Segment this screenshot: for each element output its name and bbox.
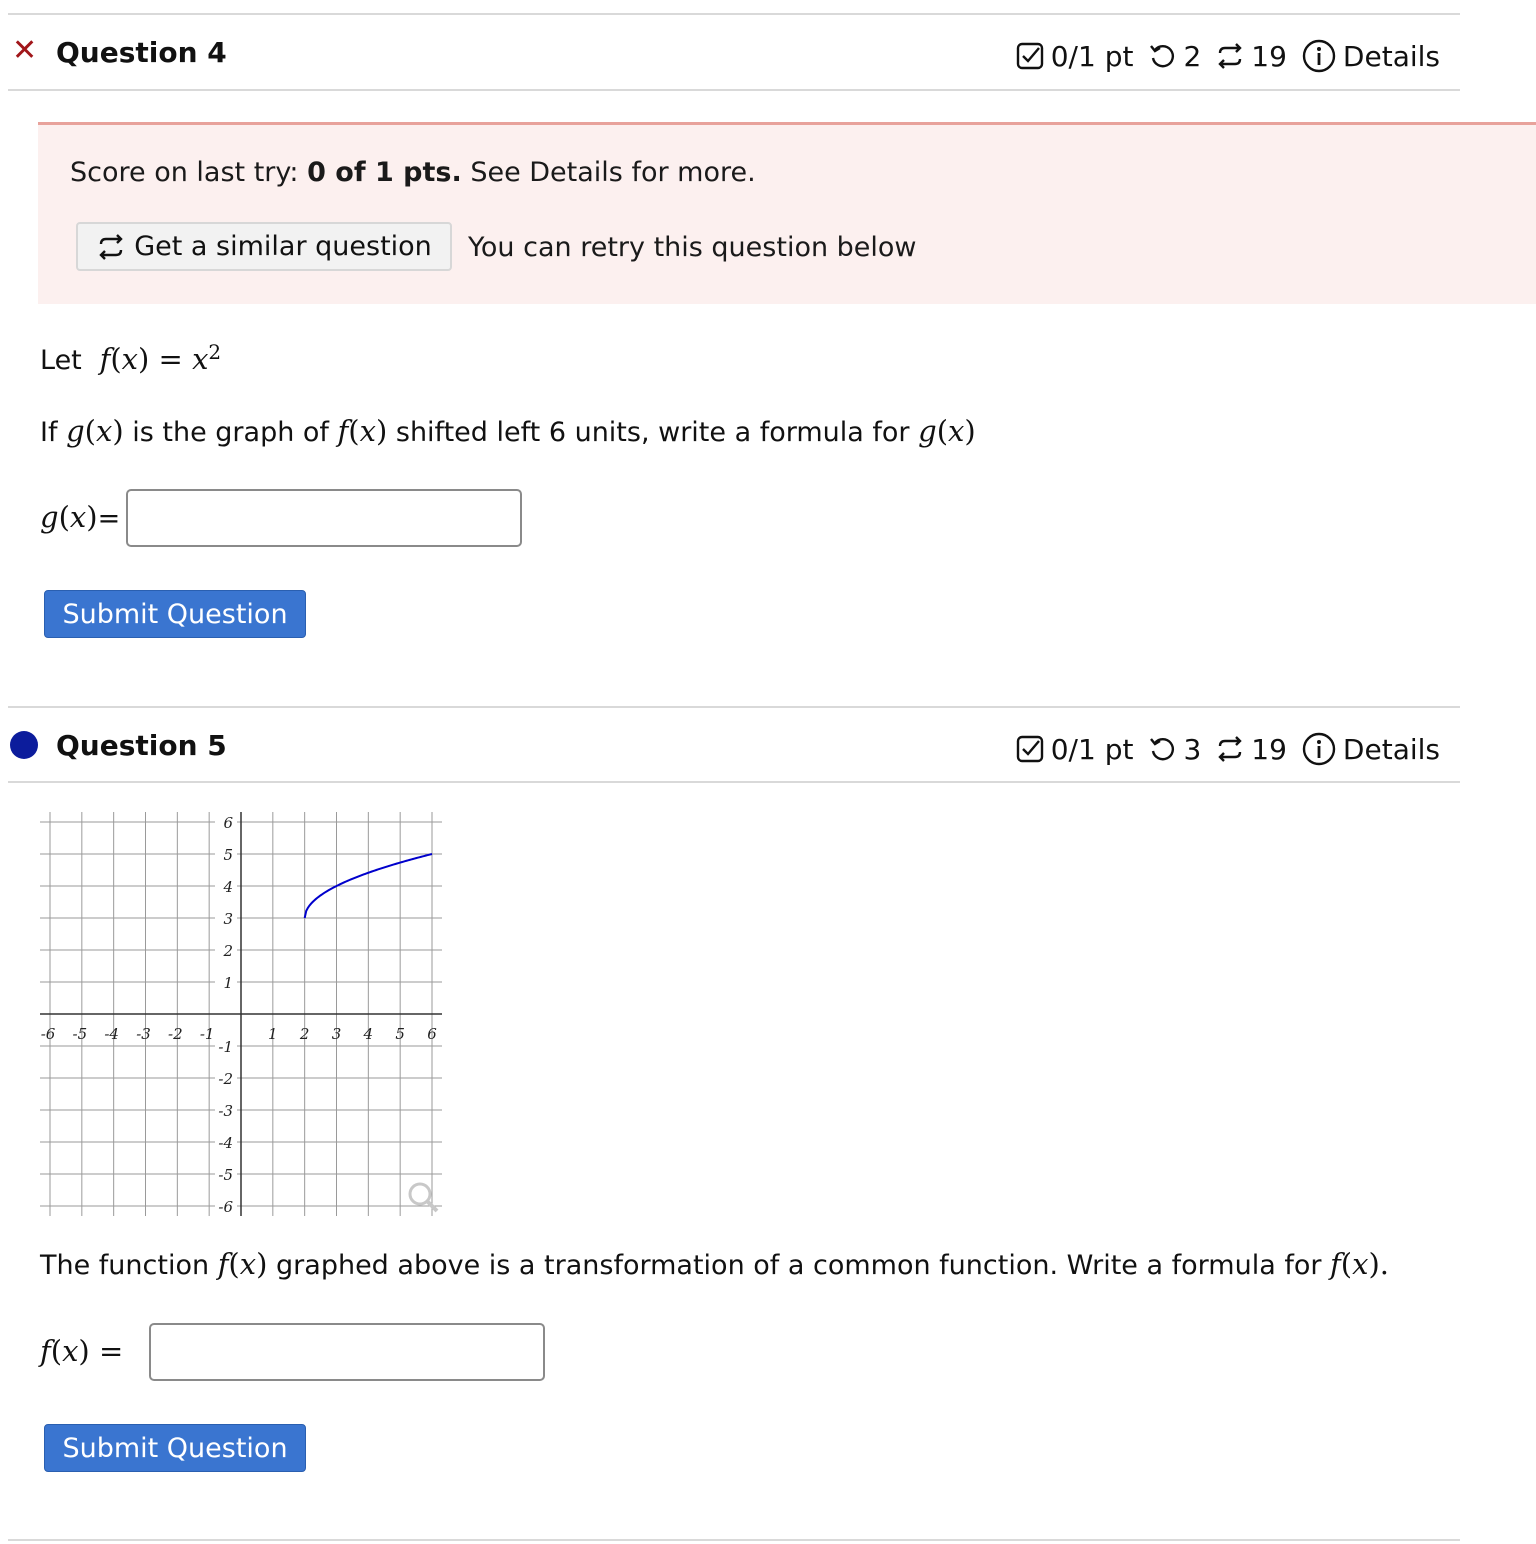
prompt-text: graphed above is a transformation of a common function. Write a formula for	[276, 1250, 1322, 1281]
details-link[interactable]: Details	[1342, 732, 1440, 766]
score-prefix: Score on last try:	[70, 157, 308, 188]
attempts-count: 3	[1183, 732, 1202, 766]
submit-question-button[interactable]: Submit Question	[44, 590, 306, 638]
versions-icon	[96, 232, 126, 262]
y-tick-label: -1	[218, 1038, 233, 1056]
x-tick-label: 5	[395, 1025, 405, 1043]
unanswered-dot-icon	[10, 731, 38, 759]
y-tick-label: 2	[223, 942, 233, 960]
versions-icon	[1215, 41, 1245, 71]
x-tick-label: -5	[72, 1025, 88, 1043]
x-tick-label: -1	[199, 1025, 215, 1043]
similar-button-label: Get a similar question	[134, 231, 432, 262]
magnifier-icon[interactable]	[410, 1184, 437, 1211]
details-link[interactable]: Details	[1342, 39, 1440, 73]
checkbox-icon	[1015, 41, 1045, 71]
x-tick-label: 1	[268, 1025, 278, 1043]
versions-icon	[1215, 734, 1245, 764]
retry-text: You can retry this question below	[468, 232, 917, 263]
question-prompt: The function f(x) graphed above is a transformation of a common function. Write a formula for f(x).	[40, 1247, 1390, 1281]
y-tick-label: -2	[218, 1070, 233, 1088]
x-tick-label: 4	[363, 1025, 374, 1043]
score-value: 0 of 1 pts.	[307, 157, 462, 188]
y-tick-label: 5	[223, 846, 233, 864]
score-alert	[38, 122, 1536, 304]
x-tick-label: 3	[331, 1025, 342, 1043]
x-tick-label: 2	[299, 1025, 310, 1043]
prompt-text: is the graph of	[132, 417, 329, 448]
score-suffix: See Details for more.	[461, 157, 756, 188]
y-tick-label: -4	[218, 1134, 233, 1152]
question-meta	[1015, 731, 1440, 767]
points-text: 0/1 pt	[1050, 39, 1134, 73]
y-tick-label: 3	[223, 910, 233, 928]
let-text: Let	[40, 345, 82, 376]
info-icon[interactable]	[1301, 731, 1337, 767]
x-tick-label: -2	[168, 1025, 183, 1043]
function-graph	[40, 812, 442, 1216]
x-icon: ✕	[12, 33, 38, 68]
divider	[8, 1539, 1460, 1541]
function-definition: Let $f(x) = x^2$	[40, 340, 222, 376]
retry-icon	[1147, 734, 1177, 764]
question-meta	[1015, 38, 1440, 74]
equals-sign: =	[97, 503, 121, 534]
divider	[8, 89, 1460, 91]
prompt-text: shifted left 6 units, write a formula for	[395, 417, 910, 448]
prompt-text: If	[40, 417, 58, 448]
submit-question-button[interactable]: Submit Question	[44, 1424, 306, 1472]
answer-label: g(x)=	[40, 500, 121, 534]
versions-count: 19	[1251, 732, 1287, 766]
divider	[8, 781, 1460, 783]
retry-icon	[1147, 41, 1177, 71]
y-tick-label: -3	[218, 1102, 233, 1120]
versions-count: 19	[1251, 39, 1287, 73]
grid	[40, 812, 442, 1216]
score-text	[70, 157, 756, 188]
prompt-text: The function	[40, 1250, 210, 1281]
y-tick-label: -5	[218, 1166, 233, 1184]
y-tick-label: 4	[223, 878, 233, 896]
x-tick-label: -3	[136, 1025, 151, 1043]
y-tick-label: 1	[223, 974, 233, 992]
y-tick-label: 6	[223, 814, 233, 832]
question-4-header	[8, 14, 1460, 88]
answer-input[interactable]	[126, 489, 522, 547]
attempts-count: 2	[1183, 39, 1202, 73]
question-5-header	[8, 707, 1460, 781]
answer-input[interactable]	[149, 1323, 545, 1381]
question-prompt: If g(x) is the graph of f(x) shifted left 6 units, write a formula for g(x)	[40, 414, 976, 448]
info-icon[interactable]	[1301, 38, 1337, 74]
points-text: 0/1 pt	[1050, 732, 1134, 766]
checkbox-icon	[1015, 734, 1045, 764]
question-title: Question 4	[56, 36, 227, 69]
x-tick-label: -6	[40, 1025, 56, 1043]
x-tick-label: -4	[104, 1025, 119, 1043]
x-tick-label: 6	[427, 1025, 437, 1043]
answer-label: f(x) =	[40, 1334, 124, 1368]
question-title: Question 5	[56, 729, 227, 762]
get-similar-question-button[interactable]	[76, 222, 452, 271]
y-tick-label: -6	[218, 1198, 233, 1216]
